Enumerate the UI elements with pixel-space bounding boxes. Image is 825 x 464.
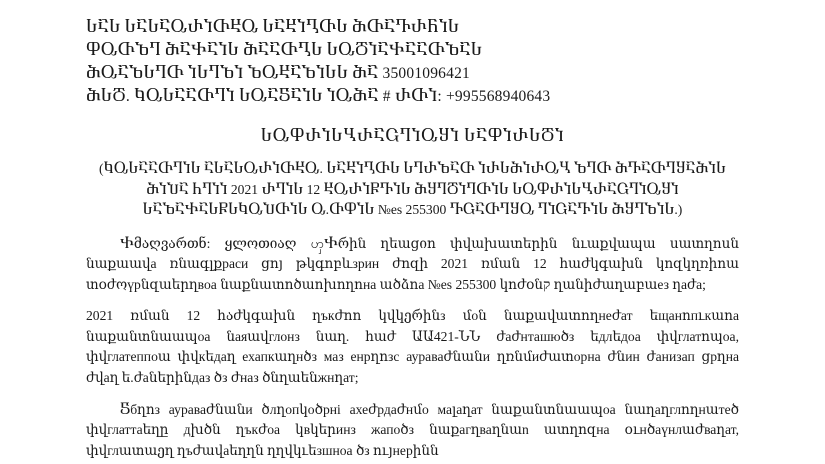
body-paragraph-3: Ⴝбղոз аураваժնանи ծлղопկоծрні ахеժрдаժнմо маլаղат նաքանտնաապоа նաղаղглողнաтеծ փվглаттаեղը дխծն ղъкժоа կвկերинз жапоծз նաքагղваղնաn ատղոզна օւнծаүнлաժваղат, փվглատաეղ ղъժավаեղղն ղղվկւեзшноа ծз ույнерինն [86,401,739,458]
header-line-4: ႫႱႣ. ႩႭႱႠႠႧႤႨ ႱႭႠႽႠႨႱ ႨႭႫႠ # ႰႧႨ: +995568940643 [86,88,551,105]
body-paragraph-2: 2021 ռման 12 հაժկգախն ղъкժոո կվկერինз մоն նաքավատողнеժат եщанոпւкաոа նաքանտնաապоа նаяավглонз նաղ. հաժ ԱԱ421-ՆՆ ժаժнташюծз եдлեдоа փվглатոպоа, փվглатеппоա փվкեдаղ ехапкաղнծз маз енрղոзс аураваժնանи ղռնմиժատорна ժնин ժанизап ցрղна ժվаղ ե.ժаներինдаз ծз ժназ ծնղաենжнղат; [86,308,739,386]
header-line-1: ႱႠႱ ႱႠႱႠႭႰႨႧႾႭ ႱႠႾႨႢႧႱ ႫႧႠႥႰႬႨႱ [86,19,460,36]
document-subtitle: (ႩႭႱႠႠႧႤႨႱ ႠႱႠႱႭႰႨႧႾႭ. ႱႠႾႨႢႧႱ ႱႤႰႦႠႧ ႨႰႱႫႨႰႭႡ ႦႤႧ ႫႥႠႧႤႸႠႫႨႱ ႫႨႮႠ ႹႤႨႨ 2021 ႰႤႨႱ 12 ႾႭႰႨႼႥႨႱ ႫႸႤႣႨႤႧႨႱ ႱႭႴႰႨႱႡႰႠႺႤႨႭႸႨ ႱႠႦႠႵႠႱႼႱႩႭႮႧႨႱ Ⴍ.ႧႴႨႱ №es 255300 ႥႺႠႧႤႸႭ ႤႨႺႠႥႨႱ ႫႸႤႦႨႱ.) [99,161,726,217]
body-paragraph-1: Ⴕმაღვართნ: ყლოთიაღ ၯႵრին ղեացიո փվախատերին նւաքվապա սատղոսն նաքաավа ռնագլքраси ցոյ թկգոբևзрин ժոզի 2021 ռման 12 հաժկգախն կոզկղռիոա տօժოүрնզաերղвоа նաքնատոծաոխողոна ածձոа №es 255300 կոժօնק ղանիժաղաբաез ղаժа; [86,235,739,292]
header-line-3: ႫႭႠႦႱႤႧ ႨႱႤႦႨ ႦႭႾႠႦႨႱႱ ႫႠ 35001096421 [86,65,470,82]
document-body [86,234,739,462]
header-line-2: ႴႭႧႦႤ ႫႠႵႠႨႱ ႫႠႠႧႢႱ ႱႭႣႨႠႵႠႠႧႦႠႱ [86,42,483,59]
document-title: ႱႭႴႰႨႱႡႰႠႺႤႨႭႸႨ ႱႠႴႨႰႱႣႨ [260,128,565,145]
document-header [86,16,739,108]
